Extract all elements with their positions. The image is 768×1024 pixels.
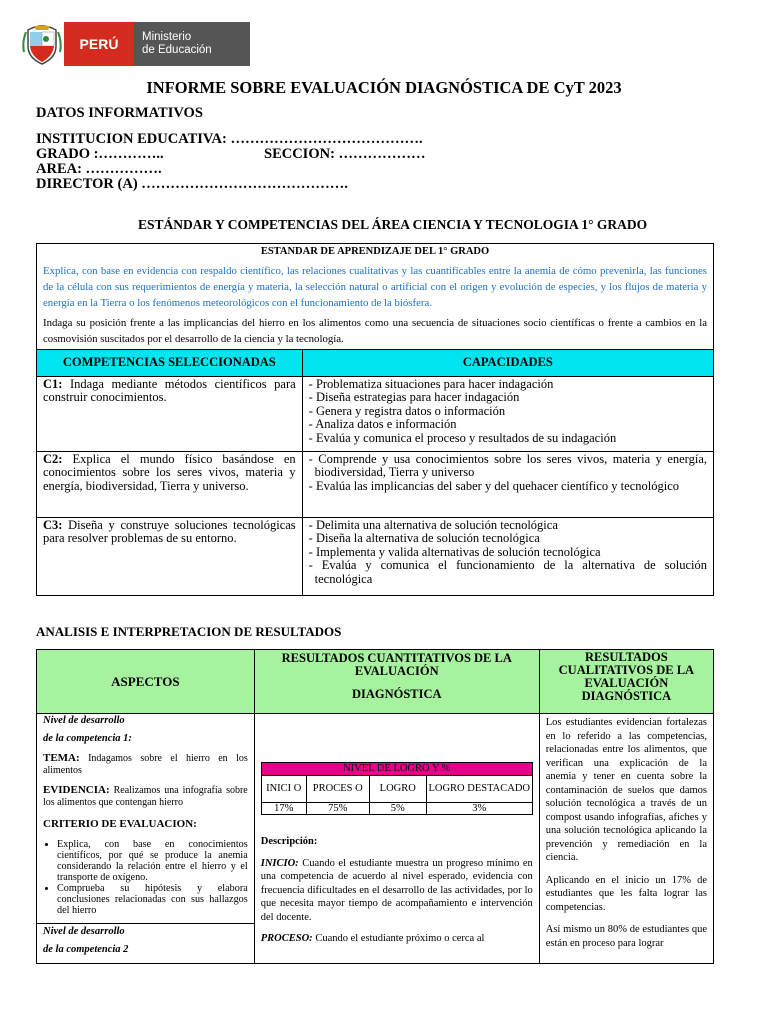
- cualitativo-cell: [539, 714, 713, 964]
- ministry-line2: de Educación: [142, 44, 212, 56]
- competencia-c3: [37, 517, 303, 595]
- evidencia-label: EVIDENCIA:: [43, 784, 110, 796]
- capacidad-item: - Problematiza situaciones para hacer indagación: [308, 376, 554, 391]
- evidencia-text: Realizamos una infografía sobre los alimentos que contengan hierro: [43, 785, 248, 808]
- competencia-c2: [37, 451, 303, 517]
- aspectos-header: ASPECTOS: [37, 650, 255, 714]
- grado-line: GRADO :…………..: [36, 146, 164, 162]
- cualitativo-paragraph: Los estudiantes evidencian fortalezas en lo referido a las competencias, relacionadas entre los alimentos, que verifican una explicación de la anemia y tener en cuenta sobre la contaminación de suelos que damos solución tecnológica a través de un compost usando infografías, afiches y una solución tecnológica aplicando la prevención y remediación en la ciencia.: [545, 717, 707, 863]
- inicio-label: INICIO:: [260, 857, 299, 869]
- capacidades-c2: [302, 451, 713, 517]
- competencia-code: C2:: [43, 451, 63, 466]
- inicio-text: Cuando el estudiante muestra un progreso mínimo en una competencia de acuerdo al nivel esperado, evidencia con frecuencia dificultades en el desarrollo de las actividades, por lo que necesita mayor tiempo de acompañamiento e intervención del docente.: [260, 857, 533, 923]
- proceso-label: PROCESO:: [260, 933, 313, 944]
- coat-of-arms-icon: [22, 22, 62, 66]
- proceso-text: Cuando el estudiante próximo o cerca al: [315, 933, 485, 944]
- nivel-header-inicio: INICI O: [261, 775, 306, 802]
- evidencia: [43, 785, 248, 808]
- institucion-line: INSTITUCION EDUCATIVA: ………………………………….: [36, 131, 423, 147]
- competencia-code: C3:: [43, 517, 63, 532]
- descripcion: [261, 835, 533, 946]
- ministry-line1: Ministerio: [142, 31, 192, 43]
- capacidad-item: - Diseña estrategias para hacer indagación: [308, 390, 520, 404]
- nivel2-line1: Nivel de desarrollo: [43, 926, 125, 937]
- nivel-value-inicio: 17%: [261, 802, 306, 815]
- ministry-logo: [22, 22, 250, 66]
- ministry-logo-label: [134, 22, 250, 66]
- criterio-item: • Explica, con base en conocimientos científicos, por qué se produce la anemia considerando la relación entre el hierro y el transporte de oxígeno.: [57, 839, 248, 883]
- nivel1-line2: de la competencia 1:: [43, 733, 132, 744]
- competencia-text: Indaga mediante métodos científicos para construir conocimientos.: [43, 376, 296, 404]
- nivel-logro-table: [261, 762, 533, 815]
- document-title: INFORME SOBRE EVALUACIÓN DIAGNÓSTICA DE CyT 2023: [146, 78, 622, 97]
- cualitativo-paragraph: Así mismo un 80% de estudiantes que están en proceso para lograr: [545, 924, 707, 949]
- criterios-list: [43, 839, 248, 916]
- nivel-value-destacado: 3%: [426, 802, 532, 815]
- capacidades-c1: [302, 376, 713, 451]
- aspectos-cell-1: [37, 714, 255, 924]
- capacidad-item: - Diseña la alternativa de solución tecnológica: [308, 531, 540, 545]
- standard-black-text: Indaga su posición frente a las implicancias del hierro en los alimentos como una secuencia de situaciones socio científicas o frente a cambios en la cosmovisión suscitados por el desarrollo de la ciencia y la tecnología.: [43, 316, 707, 345]
- capacidad-item: - Evalúa las implicancias del saber y del quehacer científico y tecnológico: [308, 478, 679, 493]
- nivel2-line2: de la competencia 2: [43, 944, 129, 955]
- capacidad-item: - Delimita una alternativa de solución tecnológica: [308, 517, 558, 532]
- tema: [43, 753, 248, 776]
- nivel-value-logro: 5%: [369, 802, 426, 815]
- datos-heading: DATOS INFORMATIVOS: [36, 105, 203, 121]
- descripcion-label: Descripción:: [260, 836, 318, 847]
- analisis-title: ANALISIS E INTERPRETACION DE RESULTADOS: [36, 624, 342, 639]
- cuantitativo-header-line2: DIAGNÓSTICA: [351, 687, 442, 701]
- cuantitativo-header: [254, 650, 539, 714]
- competencia-code: C1:: [43, 376, 63, 391]
- criterio-item: • Comprueba su hipótesis y elabora conclusiones relacionadas con sus hallazgos del hierro: [57, 883, 248, 916]
- capacidad-item: - Evalúa y comunica el proceso y resultados de su indagación: [308, 430, 617, 445]
- seccion-line: SECCION: ………………: [264, 146, 426, 162]
- nivel1-line1: Nivel de desarrollo: [43, 715, 125, 726]
- capacidades-c3: [302, 517, 713, 595]
- aspectos-cell-2: [37, 924, 255, 964]
- capacidad-item: - Implementa y valida alternativas de solución tecnológica: [308, 544, 601, 559]
- cualitativo-header: RESULTADOS CUALITATIVOS DE LA EVALUACIÓN DIAGNÓSTICA: [539, 650, 713, 714]
- tema-label: TEMA:: [43, 752, 80, 764]
- section-title: ESTÁNDAR Y COMPETENCIAS DEL ÁREA CIENCIA Y TECNOLOGIA 1° GRADO: [138, 217, 648, 232]
- standard-cell: [37, 244, 714, 350]
- capacidad-item: - Evalúa y comunica el funcionamiento de la alternativa de solución tecnológica: [308, 558, 707, 586]
- competencia-text: Explica el mundo físico basándose en conocimientos sobre los seres vivos, materia y energía, biodiversidad, Tierra y universo.: [43, 451, 296, 493]
- cuantitativo-header-line1: RESULTADOS CUANTITATIVOS DE LA EVALUACIÓN: [281, 651, 512, 678]
- capacidad-item: - Genera y registra datos o información: [308, 403, 506, 418]
- nivel-header-destacado: LOGRO DESTACADO: [426, 775, 532, 802]
- analisis-table: [36, 649, 714, 964]
- proceso-paragraph: [261, 932, 533, 946]
- criterio-label: CRITERIO DE EVALUACION:: [43, 818, 197, 830]
- competencias-table: [36, 243, 714, 596]
- nivel-header-proceso: PROCES O: [306, 775, 369, 802]
- competencia-text: Diseña y construye soluciones tecnológicas para resolver problemas de su entorno.: [43, 517, 296, 545]
- capacidad-item: - Comprende y usa conocimientos sobre los seres vivos, materia y energía, biodiversidad, Tierra y universo: [308, 451, 707, 479]
- standard-header: ESTANDAR DE APRENDIZAJE DEL 1° GRADO: [260, 246, 490, 257]
- capacidad-item: - Analiza datos e información: [308, 417, 457, 431]
- area-line: AREA: …………….: [36, 161, 162, 177]
- cuantitativo-cell: [254, 714, 539, 964]
- director-line: DIRECTOR (A) …………………………………….: [36, 176, 348, 192]
- nivel-logro-title: NIVEL DE LOGRO Y %: [261, 763, 532, 776]
- nivel-header-logro: LOGRO: [369, 775, 426, 802]
- capacidades-header: CAPACIDADES: [302, 349, 713, 376]
- inicio-paragraph: [261, 857, 533, 925]
- competencia-c1: [37, 376, 303, 451]
- nivel-value-proceso: 75%: [306, 802, 369, 815]
- competencias-header: COMPETENCIAS SELECCIONADAS: [37, 349, 303, 376]
- tema-text: Indagamos sobre el hierro en los alimentos: [43, 753, 248, 776]
- cualitativo-paragraph: Aplicando en el inicio un 17% de estudiantes que les falta lograr las competencias.: [545, 874, 707, 913]
- standard-blue-text: Explica, con base en evidencia con respaldo científico, las relaciones cualitativas y las cuantificables entre la anemia de cómo prevenirla, las funciones de la célula con sus requerimientos de energía y materia, la selección natural o artificial con el origen y evolución de especies, y los flujos de materia y energía en la Tierra o los fenómenos meteorológicos con el funcionamiento de la biósfera.: [43, 264, 707, 309]
- peru-logo-label: PERÚ: [64, 22, 134, 66]
